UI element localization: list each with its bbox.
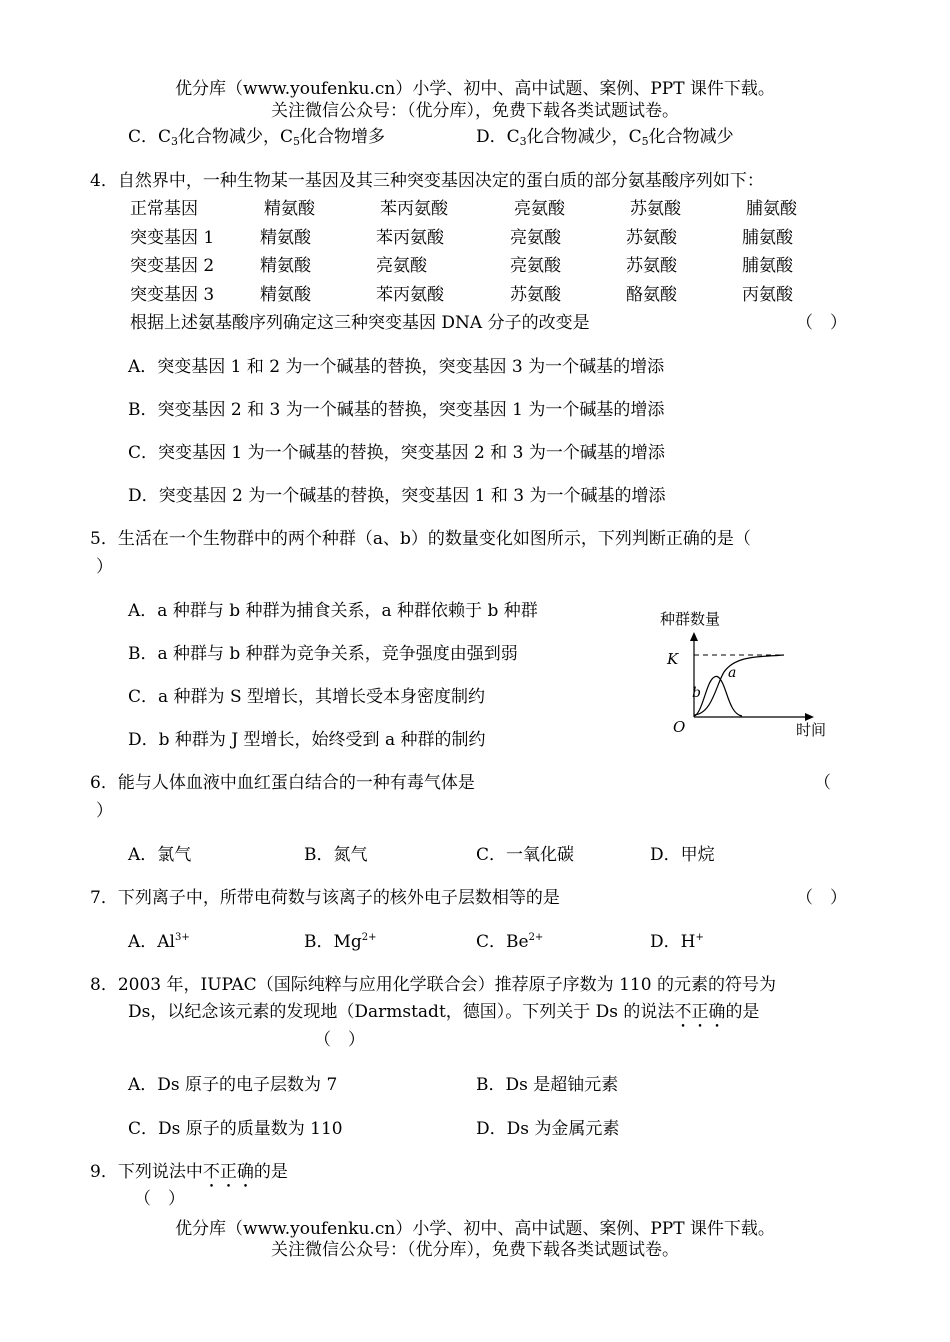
q4-answer-paren: （ ） bbox=[796, 313, 847, 333]
q5-stem: 5．生活在一个生物群中的两个种群（a、b）的数量变化如图所示，下列判断正确的是（ bbox=[90, 529, 751, 549]
q6-option-c: C．一氧化碳 bbox=[476, 845, 575, 865]
q3-option-c: C．$C_3$化合物减少，$C_5$化合物增多 bbox=[128, 127, 386, 148]
chart-k-label: K bbox=[667, 650, 679, 668]
q7-option-b: B．$Mg^{2+}$ bbox=[304, 932, 377, 952]
chart-series-b bbox=[694, 676, 742, 716]
q7-option-a: A．$Al^{3+}$ bbox=[128, 932, 190, 952]
q4-row-3: 突变基因 3 精氨酸 苯丙氨酸 苏氨酸 酪氨酸 丙氨酸 bbox=[130, 285, 793, 305]
q9-answer-paren: （ ） bbox=[134, 1189, 185, 1209]
chart-label-a: a bbox=[728, 665, 737, 681]
q6-option-b: B．氮气 bbox=[304, 845, 368, 865]
header-line-1: 优分库（www.youfenku.cn）小学、初中、高中试题、案例、PPT 课件下载。 bbox=[175, 79, 775, 99]
q8-option-a: A．Ds 原子的电子层数为 7 bbox=[128, 1075, 338, 1095]
q9-emphasis: 不正确 bbox=[202, 1162, 254, 1182]
q8-option-b: B．Ds 是超铀元素 bbox=[476, 1075, 619, 1095]
q4-stem: 4．自然界中，一种生物某一基因及其三种突变基因决定的蛋白质的部分氨基酸序列如下： bbox=[90, 171, 764, 191]
chart-ylabel: 种群数量 bbox=[660, 610, 721, 628]
footer-line-1: 优分库（www.youfenku.cn）小学、初中、高中试题、案例、PPT 课件下载。 bbox=[175, 1219, 775, 1239]
q8-stem-line-1: 8．2003 年，IUPAC（国际纯粹与应用化学联合会）推荐原子序数为 110 的元素的符号为 bbox=[90, 975, 776, 995]
q8-option-c: C．Ds 原子的质量数为 110 bbox=[128, 1119, 343, 1139]
q7-option-d: D．H+ bbox=[650, 932, 704, 952]
chart-series-a bbox=[694, 655, 784, 715]
q7-stem: 7．下列离子中，所带电荷数与该离子的核外电子层数相等的是 bbox=[90, 888, 560, 908]
q4-row-1: 突变基因 1 精氨酸 苯丙氨酸 亮氨酸 苏氨酸 脯氨酸 bbox=[130, 228, 793, 248]
q3-option-d: D．$C_3$化合物减少，$C_5$化合物减少 bbox=[476, 127, 734, 148]
q6-paren-open: （ bbox=[814, 773, 831, 793]
q4-row-2: 突变基因 2 精氨酸 亮氨酸 亮氨酸 苏氨酸 脯氨酸 bbox=[130, 256, 793, 276]
population-chart bbox=[650, 600, 840, 750]
q4-option-b: B．突变基因 2 和 3 为一个碱基的替换，突变基因 1 为一个碱基的增添 bbox=[128, 400, 665, 420]
q8-option-d: D．Ds 为金属元素 bbox=[476, 1119, 620, 1139]
q8-stem-line-2: Ds，以纪念该元素的发现地（Darmstadt，德国）。下列关于 Ds 的说法不正确的是 bbox=[128, 1002, 760, 1022]
q7-answer-paren: （ ） bbox=[796, 888, 847, 908]
q5-option-a: A．a 种群与 b 种群为捕食关系，a 种群依赖于 b 种群 bbox=[128, 601, 538, 621]
chart-origin-label: O bbox=[673, 718, 686, 736]
q4-row-0: 正常基因 精氨酸 苯丙氨酸 亮氨酸 苏氨酸 脯氨酸 bbox=[130, 199, 797, 219]
q6-option-d: D．甲烷 bbox=[650, 845, 715, 865]
q6-stem: 6．能与人体血液中血红蛋白结合的一种有毒气体是 bbox=[90, 773, 475, 793]
chart-x-arrow bbox=[805, 713, 814, 721]
q5-option-b: B．a 种群与 b 种群为竞争关系，竞争强度由强到弱 bbox=[128, 644, 518, 664]
q8-emphasis: 不正确 bbox=[674, 1002, 726, 1022]
q4-option-d: D．突变基因 2 为一个碱基的替换，突变基因 1 和 3 为一个碱基的增添 bbox=[128, 486, 666, 506]
q9-stem: 9．下列说法中不正确的是 bbox=[90, 1162, 288, 1182]
q7-option-c: C．$Be^{2+}$ bbox=[476, 932, 544, 952]
footer-line-2: 关注微信公众号：（优分库），免费下载各类试题试卷。 bbox=[271, 1240, 679, 1260]
q5-option-c: C．a 种群为 S 型增长，其增长受本身密度制约 bbox=[128, 687, 485, 707]
chart-label-b: b bbox=[692, 685, 701, 701]
q8-answer-paren: （ ） bbox=[314, 1030, 365, 1050]
header-line-2: 关注微信公众号：（优分库），免费下载各类试题试卷。 bbox=[271, 101, 679, 121]
q5-stem-close: ） bbox=[96, 557, 113, 577]
chart-y-arrow bbox=[690, 632, 698, 641]
q6-paren-close: ） bbox=[96, 801, 113, 821]
q4-option-a: A．突变基因 1 和 2 为一个碱基的替换，突变基因 3 为一个碱基的增添 bbox=[128, 357, 665, 377]
q5-option-d: D．b 种群为 J 型增长，始终受到 a 种群的制约 bbox=[128, 730, 486, 750]
q4-option-c: C．突变基因 1 为一个碱基的替换，突变基因 2 和 3 为一个碱基的增添 bbox=[128, 443, 665, 463]
chart-xlabel: 时间 bbox=[796, 721, 827, 739]
q6-option-a: A．氯气 bbox=[128, 845, 192, 865]
q4-question: 根据上述氨基酸序列确定这三种突变基因 DNA 分子的改变是 bbox=[130, 313, 590, 333]
